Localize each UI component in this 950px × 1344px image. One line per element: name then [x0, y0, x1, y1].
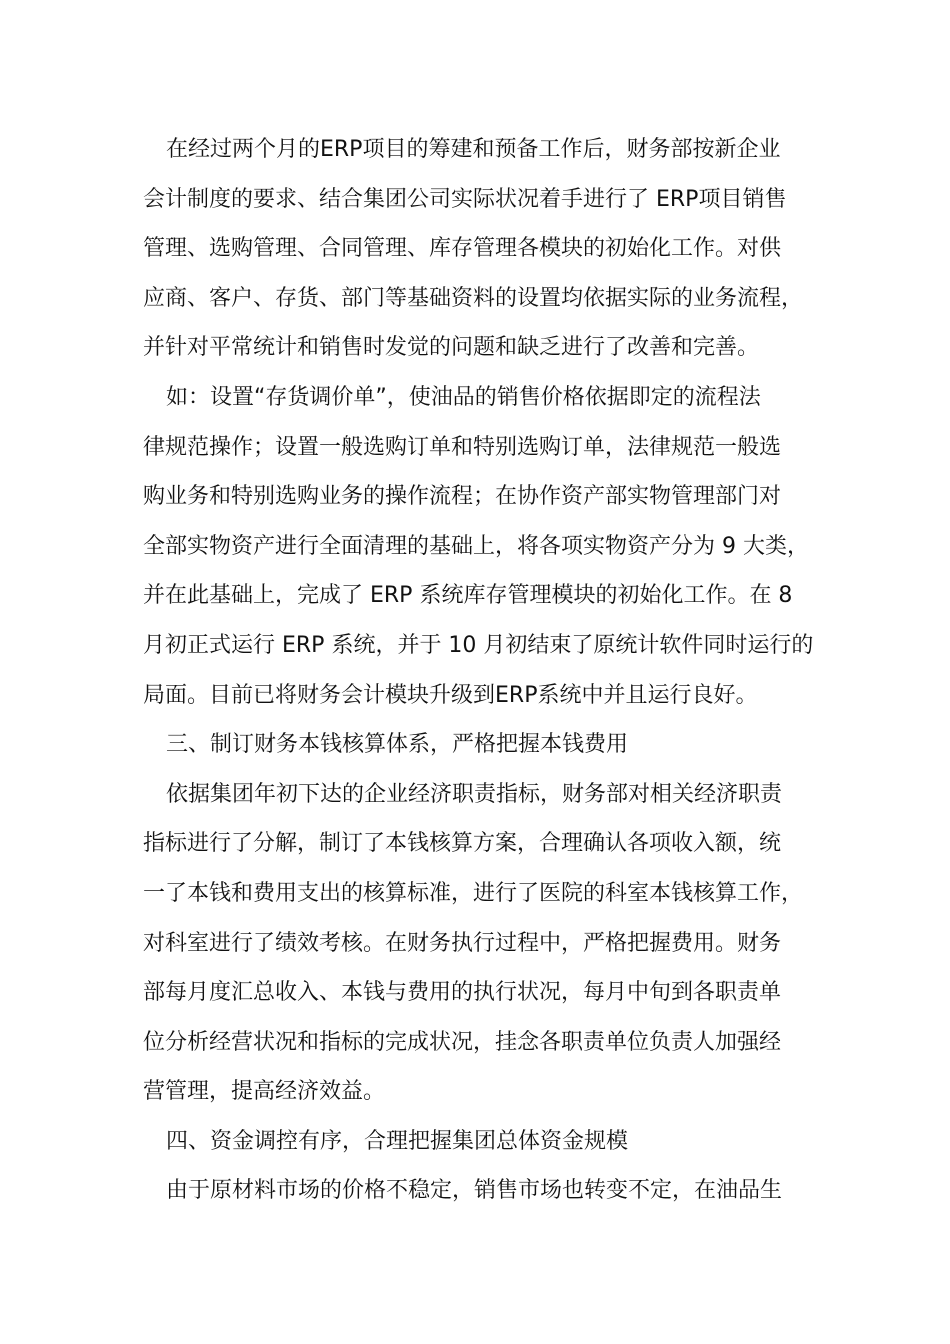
text-line: 在经过两个月的ERP项目的筹建和预备工作后，财务部按新企业: [166, 137, 781, 162]
text-line: 律规范操作；设置一般选购订单和特别选购订单，法律规范一般选: [143, 434, 782, 460]
section-heading-cost-accounting: [143, 720, 823, 770]
text-line: 营管理，提高经济效益。: [143, 1079, 386, 1105]
section-heading-fund-control: [143, 1117, 823, 1167]
paragraph-erp-examples: [143, 373, 823, 720]
text-line: 应商、客户、存货、部门等基础资料的设置均依据实际的业务流程，: [143, 285, 804, 311]
document-body: [143, 125, 823, 1216]
text-line: 会计制度的要求、结合集团公司实际状况着手进行了 ERP项目销售: [143, 186, 787, 212]
text-line: 依据集团年初下达的企业经济职责指标，财务部对相关经济职责: [166, 781, 783, 807]
text-line: 局面。目前已将财务会计模块升级到ERP系统中并且运行良好。: [143, 682, 758, 708]
paragraph-fund-control: [143, 1166, 823, 1216]
paragraph-erp-initialization: [143, 125, 823, 373]
text-line: 部每月度汇总收入、本钱与费用的执行状况，每月中旬到各职责单: [143, 980, 782, 1006]
text-line: 如：设置“存货调价单”，使油品的销售价格依据即定的流程法: [166, 384, 761, 410]
text-line: 一了本钱和费用支出的核算标准，进行了医院的科室本钱核算工作，: [143, 880, 804, 906]
section-heading: 三、制订财务本钱核算体系，严格把握本钱费用: [166, 732, 629, 758]
text-line: 指标进行了分解，制订了本钱核算方案，合理确认各项收入额，统: [143, 831, 782, 857]
text-line: 月初正式运行 ERP 系统，并于 10 月初结束了原统计软件同时运行的: [143, 632, 814, 658]
text-line: 对科室进行了绩效考核。在财务执行过程中，严格把握费用。财务: [143, 930, 782, 956]
section-heading: 四、资金调控有序，合理把握集团总体资金规模: [166, 1128, 629, 1154]
text-line: 位分析经营状况和指标的完成状况，挂念各职责单位负责人加强经: [143, 1029, 782, 1055]
text-line: 购业务和特别选购业务的操作流程；在协作资产部实物管理部门对: [143, 484, 782, 510]
text-line: 并针对平常统计和销售时发觉的问题和缺乏进行了改善和完善。: [143, 335, 760, 361]
text-line: 管理、选购管理、合同管理、库存管理各模块的初始化工作。对供: [143, 236, 782, 262]
text-line: 全部实物资产进行全面清理的基础上，将各项实物资产分为 9 大类，: [143, 533, 809, 559]
paragraph-cost-accounting: [143, 770, 823, 1117]
text-line: 由于原材料市场的价格不稳定，销售市场也转变不定，在油品生: [166, 1178, 783, 1204]
text-line: 并在此基础上，完成了 ERP 系统库存管理模块的初始化工作。在 8: [143, 583, 793, 609]
